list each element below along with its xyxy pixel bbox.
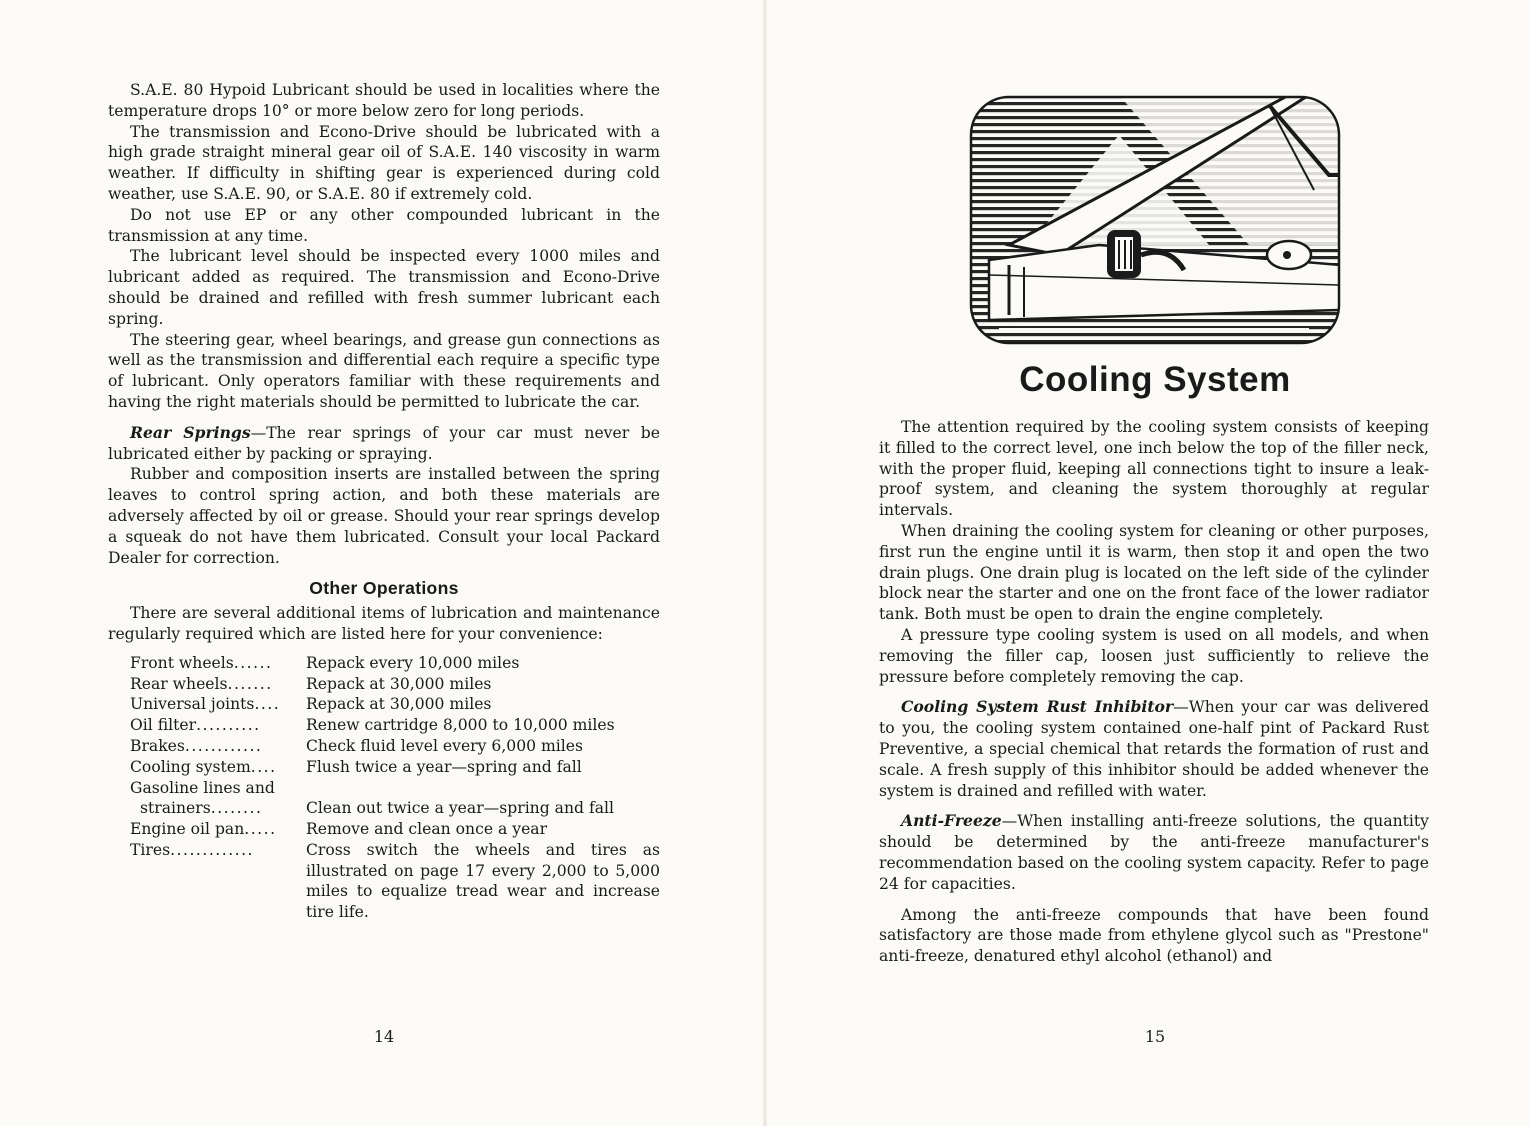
schedule-item: Brakes: [130, 736, 185, 755]
other-operations-heading: Other Operations: [309, 578, 459, 599]
schedule-task: Flush twice a year—spring and fall: [306, 757, 582, 776]
schedule-row: [130, 778, 660, 799]
leader-dots: ........: [210, 799, 263, 818]
schedule-item: strainers: [140, 799, 211, 818]
right-text-column: [879, 417, 1429, 967]
schedule-row: [130, 694, 660, 715]
engine-hood-illustration: [969, 95, 1341, 345]
schedule-row: [130, 653, 660, 674]
paragraph-compounds: Among the anti-freeze compounds that have been found satisfactory are those made from ethylene glycol such as "Prestone" anti-freeze, denatured ethyl alcohol (ethanol) and: [879, 905, 1429, 966]
paragraph-hypoid: S.A.E. 80 Hypoid Lubricant should be used in localities where the temperature drops 10° or more below zero for long periods.: [108, 81, 660, 120]
schedule-task: Renew cartridge 8,000 to 10,000 miles: [306, 716, 615, 735]
section-title: Cooling System: [1019, 360, 1291, 399]
schedule-item: Tires: [130, 840, 171, 859]
schedule-item: Front wheels: [130, 653, 234, 672]
page-number: 14: [373, 1027, 395, 1046]
leader-dots: .......: [227, 674, 273, 693]
paragraph-pressure: A pressure type cooling system is used on all models, and when removing the filler cap, loosen just sufficiently to relieve the pressure before completely removing the cap.: [879, 625, 1429, 686]
schedule-row: [130, 840, 660, 923]
paragraph-attention: The attention required by the cooling system consists of keeping it filled to the correct level, one inch below the top of the filler neck, with the proper fluid, keeping all connections tight to insure a leak-proof system, and cleaning the system thoroughly at regular intervals.: [879, 418, 1429, 520]
schedule-task: Remove and clean once a year: [306, 820, 548, 839]
paragraph-transmission: The transmission and Econo-Drive should be lubricated with a high grade straight mineral gear oil of S.A.E. 140 viscosity in warm weather. If difficulty in shifting gear is experienced during cold weather, use S.A.E. 90, or S.A.E. 80 if extremely cold.: [108, 122, 660, 203]
schedule-row: [130, 819, 660, 840]
schedule-row: [130, 715, 660, 736]
page-number: 15: [1144, 1027, 1166, 1046]
leader-dots: ............: [184, 736, 263, 755]
schedule-item: Cooling system: [130, 757, 251, 776]
leader-dots: ....: [254, 695, 281, 714]
schedule-row: [130, 674, 660, 695]
schedule-task: Cross switch the wheels and tires as illustrated on page 17 every 2,000 to 5,000 miles to equalize tread wear and increase tire life.: [306, 840, 660, 922]
schedule-item: Oil filter: [130, 716, 197, 735]
rust-inhibitor-heading: Cooling System Rust Inhibitor: [901, 697, 1174, 717]
schedule-row: [130, 757, 660, 778]
leader-dots: ..........: [196, 716, 261, 735]
schedule-row: [130, 798, 660, 819]
schedule-row: [130, 736, 660, 757]
rear-springs-heading: Rear Springs: [130, 422, 251, 442]
leader-dots: ....: [250, 757, 277, 776]
schedule-task: Repack every 10,000 miles: [306, 653, 520, 672]
left-text-column: [108, 80, 660, 923]
rear-springs-text: —The rear springs of your car must never be lubricated either by packing or spraying.: [108, 423, 660, 463]
paragraph-rear-springs: [108, 423, 660, 465]
leader-dots: .....: [244, 820, 277, 839]
paragraph-rust-inhibitor: [879, 697, 1429, 801]
schedule-item: Engine oil pan: [130, 820, 245, 839]
schedule-task: Repack at 30,000 miles: [306, 674, 492, 693]
schedule-item: Universal joints: [130, 695, 255, 714]
paragraph-no-ep: Do not use EP or any other compounded lubricant in the transmission at any time.: [108, 205, 660, 245]
schedule-item: Gasoline lines and: [130, 778, 275, 797]
anti-freeze-heading: Anti-Freeze: [901, 811, 1002, 831]
paragraph-anti-freeze: [879, 811, 1429, 894]
leader-dots: .............: [170, 840, 255, 859]
paragraph-lubricant-level: The lubricant level should be inspected every 1000 miles and lubricant added as required. The transmission and Econo-Drive should be drained and refilled with fresh summer lubricant each spring.: [108, 247, 660, 328]
maintenance-schedule: [130, 653, 660, 923]
schedule-item: Rear wheels: [130, 674, 228, 693]
paragraph-draining: When draining the cooling system for cleaning or other purposes, first run the engine until it is warm, then stop it and open the two drain plugs. One drain plug is located on the left side of the cylinder block near the starter and one on the front face of the lower radiator tank. Both must be open to drain the engine completely.: [879, 521, 1429, 624]
schedule-task: Clean out twice a year—spring and fall: [306, 799, 614, 818]
anti-freeze-text: —When installing anti-freeze solutions, the quantity should be determined by the anti-freeze manufacturer's recommendation based on the cooling system capacity. Refer to page 24 for capacities.: [879, 812, 1429, 893]
paragraph-steering-gear: The steering gear, wheel bearings, and grease gun connections as well as the transmission and differential each require a specific type of lubricant. Only operators familiar with these requirements and having the right materials should be permitted to lubricate the car.: [108, 330, 660, 411]
schedule-task: Repack at 30,000 miles: [306, 695, 492, 714]
rust-inhibitor-text: —When your car was delivered to you, the cooling system contained one-half pint of Packard Rust Preventive, a special chemical that retards the formation of rust and scale. A fresh supply of this inhibitor should be added whenever the system is drained and refilled with water.: [879, 698, 1429, 800]
leader-dots: ......: [233, 653, 273, 672]
paragraph-rubber-inserts: Rubber and composition inserts are installed between the spring leaves to control spring action, and both these materials are adversely affected by oil or grease. Should your rear springs develop a squeak do not have them lubricated. Consult your local Packard Dealer for correction.: [108, 465, 660, 567]
schedule-task: Check fluid level every 6,000 miles: [306, 736, 583, 755]
other-operations-intro: There are several additional items of lubrication and maintenance regularly required which are listed here for your convenience:: [108, 604, 660, 643]
schedule-task: [275, 778, 660, 799]
